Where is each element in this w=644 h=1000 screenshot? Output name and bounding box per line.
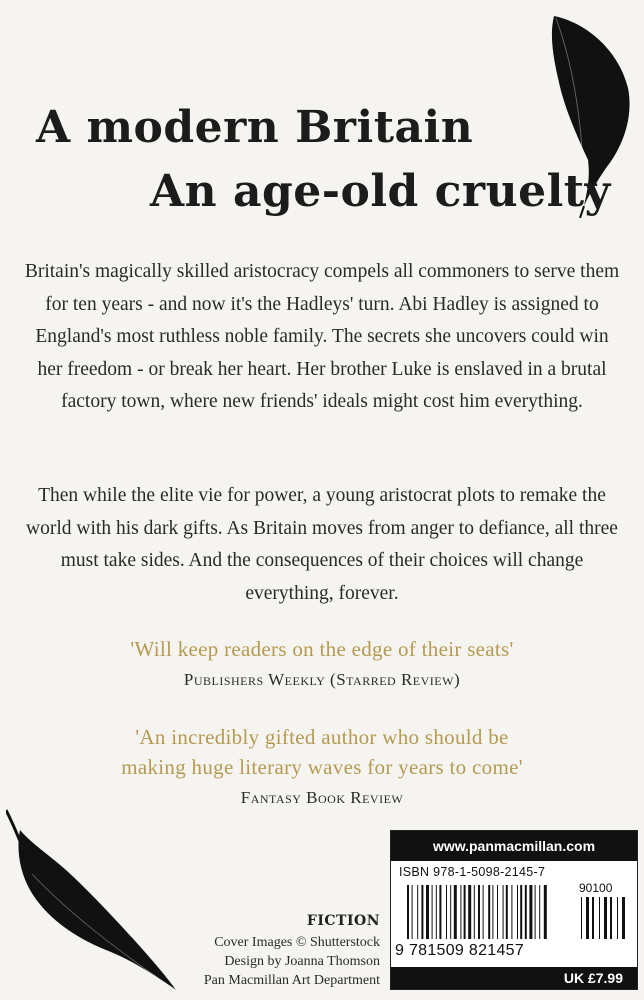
headline-line-2: An age-old cruelty [150, 166, 611, 217]
department-credit: Pan Macmillan Art Department [203, 973, 380, 988]
headline-line-1: A modern Britain [36, 102, 474, 153]
genre-label: FICTION [306, 913, 380, 929]
blurb-paragraph-1: Britain's magically skilled aristocracy compels all commoners to serve them for ten years - and now it's the Hadleys' turn. Abi Hadley is assigned to England's most ruthless noble family. The secrets she uncovers could win her freedom - or break her heart. Her brother Luke is enslaved in a brutal factory town, where new friends' ideals might cost him everything. [24, 261, 620, 412]
review-quote-1: 'Will keep readers on the edge of their seats' [130, 637, 514, 661]
cover-credits [160, 912, 380, 990]
design-credit: Design by Joanna Thomson [224, 954, 380, 969]
price-code: 90100 [579, 881, 613, 895]
feather-illustration-bottom [6, 800, 186, 996]
review-source-1: Publishers Weekly (Starred Review) [183, 670, 461, 689]
review-quote-2-line-1: 'An incredibly gifted author who should be [135, 725, 509, 749]
review-source-2: Fantasy Book Review [240, 788, 404, 807]
cover-images-credit: Cover Images © Shutterstock [214, 935, 380, 950]
barcode-digits: 9 781509 821457 [395, 942, 525, 959]
review-quote-2-line-2: making huge literary waves for years to come' [121, 755, 523, 779]
blurb-paragraph-2: Then while the elite vie for power, a young aristocrat plots to remake the world with his dark gifts. As Britain moves from anger to defiance, all three must take sides. And the consequences of their choices will change everything, forever. [26, 485, 618, 604]
review-quote-2 [22, 722, 622, 782]
barcode-panel [390, 830, 638, 990]
price-label: UK £7.99 [391, 967, 637, 989]
isbn-label: ISBN 978-1-5098-2145-7 [399, 865, 546, 879]
publisher-url: www.panmacmillan.com [391, 831, 637, 861]
